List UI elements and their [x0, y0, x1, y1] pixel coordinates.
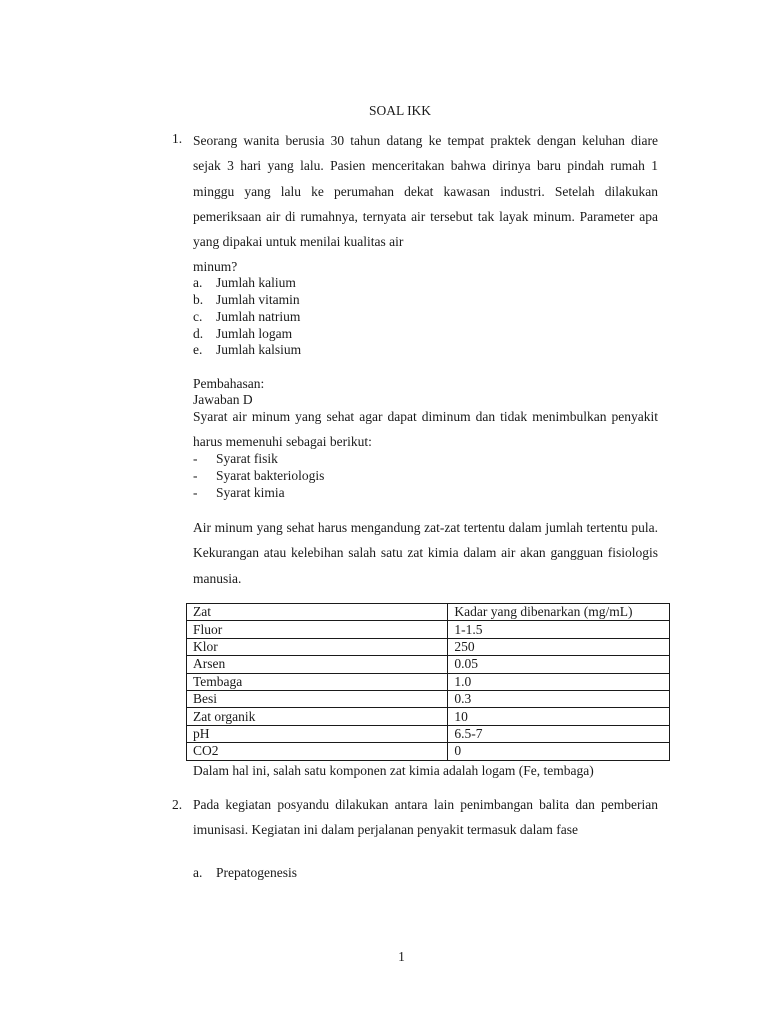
- requirement-item: [193, 484, 285, 501]
- question-2-text: Pada kegiatan posyandu dilakukan antara lain penimbangan balita dan pemberian imunisasi. Kegiatan ini dalam perjalanan penyakit termasuk dalam fase: [193, 797, 658, 838]
- option-text: Jumlah kalium: [216, 275, 296, 290]
- explanation-paragraph: Air minum yang sehat harus mengandung zat-zat tertentu dalam jumlah tertentu pula. Kekurangan atau kelebihan salah satu zat kimia dalam air akan gangguan fisiologis manusia.: [193, 520, 658, 586]
- table-cell: Zat organik: [187, 708, 448, 725]
- table-row: [187, 708, 670, 725]
- discussion-label: Pembahasan:: [193, 376, 265, 391]
- table-header-row: [187, 604, 670, 621]
- option-letter: e.: [193, 342, 203, 357]
- column-header: Zat: [187, 604, 448, 621]
- option-letter: b.: [193, 292, 204, 307]
- question-2-number: 2.: [172, 797, 183, 812]
- option-a: [193, 274, 296, 291]
- table-cell: 1.0: [448, 673, 670, 690]
- option-text: Jumlah logam: [216, 326, 293, 341]
- table-cell: 0.3: [448, 690, 670, 707]
- table-cell: Tembaga: [187, 673, 448, 690]
- table-row: [187, 725, 670, 742]
- option-text: Jumlah natrium: [216, 309, 301, 324]
- table-row: [187, 621, 670, 638]
- requirement-item: [193, 450, 278, 467]
- table-cell: 0: [448, 743, 670, 760]
- answer-label: Jawaban D: [193, 392, 253, 407]
- option-text: Jumlah kalsium: [216, 342, 302, 357]
- table-cell: 250: [448, 638, 670, 655]
- table-cell: 10: [448, 708, 670, 725]
- question-1-text: Seorang wanita berusia 30 tahun datang ke tempat praktek dengan keluhan diare sejak 3 hari yang lalu. Pasien menceritakan bahwa dirinya baru pindah rumah 1 minggu yang lalu ke perumahan dekat kawasan industri. Setelah dilakukan pemeriksaan air di rumahnya, ternyata air tersebut tak layak minum. Parameter apa yang dipakai untuk menilai kualitas air: [193, 133, 658, 250]
- table-cell: pH: [187, 725, 448, 742]
- table-cell: Klor: [187, 638, 448, 655]
- table-row: [187, 743, 670, 760]
- option-c: [193, 308, 300, 325]
- option-e: [193, 341, 301, 358]
- option-letter: a.: [193, 275, 203, 290]
- table-row: [187, 673, 670, 690]
- question-1-text-tail: minum?: [193, 259, 238, 274]
- table-cell: CO2: [187, 743, 448, 760]
- table-cell: Fluor: [187, 621, 448, 638]
- question-1-number: 1.: [172, 131, 183, 146]
- option-a: [193, 864, 297, 881]
- requirement-item: [193, 467, 324, 484]
- option-b: [193, 291, 300, 308]
- table-cell: Besi: [187, 690, 448, 707]
- table-cell: 6.5-7: [448, 725, 670, 742]
- requirements-intro: Syarat air minum yang sehat agar dapat diminum dan tidak menimbulkan penyakit harus memenuhi sebagai berikut:: [193, 409, 658, 450]
- table-row: [187, 638, 670, 655]
- table-cell: 0.05: [448, 656, 670, 673]
- table-cell: Arsen: [187, 656, 448, 673]
- page-number: 1: [398, 949, 405, 964]
- requirement-text: Syarat fisik: [216, 451, 278, 466]
- table-cell: 1-1.5: [448, 621, 670, 638]
- document-title: SOAL IKK: [368, 103, 432, 118]
- table-row: [187, 690, 670, 707]
- column-header: Kadar yang dibenarkan (mg/mL): [448, 604, 670, 621]
- bullet: -: [193, 485, 198, 500]
- option-letter: c.: [193, 309, 203, 324]
- table-row: [187, 656, 670, 673]
- conclusion-text: Dalam hal ini, salah satu komponen zat kimia adalah logam (Fe, tembaga): [193, 763, 594, 778]
- substance-table: [186, 603, 670, 761]
- bullet: -: [193, 451, 198, 466]
- bullet: -: [193, 468, 198, 483]
- option-letter: d.: [193, 326, 204, 341]
- option-d: [193, 325, 292, 342]
- option-text: Prepatogenesis: [216, 865, 297, 880]
- option-text: Jumlah vitamin: [216, 292, 300, 307]
- option-letter: a.: [193, 865, 203, 880]
- requirement-text: Syarat kimia: [216, 485, 285, 500]
- requirement-text: Syarat bakteriologis: [216, 468, 325, 483]
